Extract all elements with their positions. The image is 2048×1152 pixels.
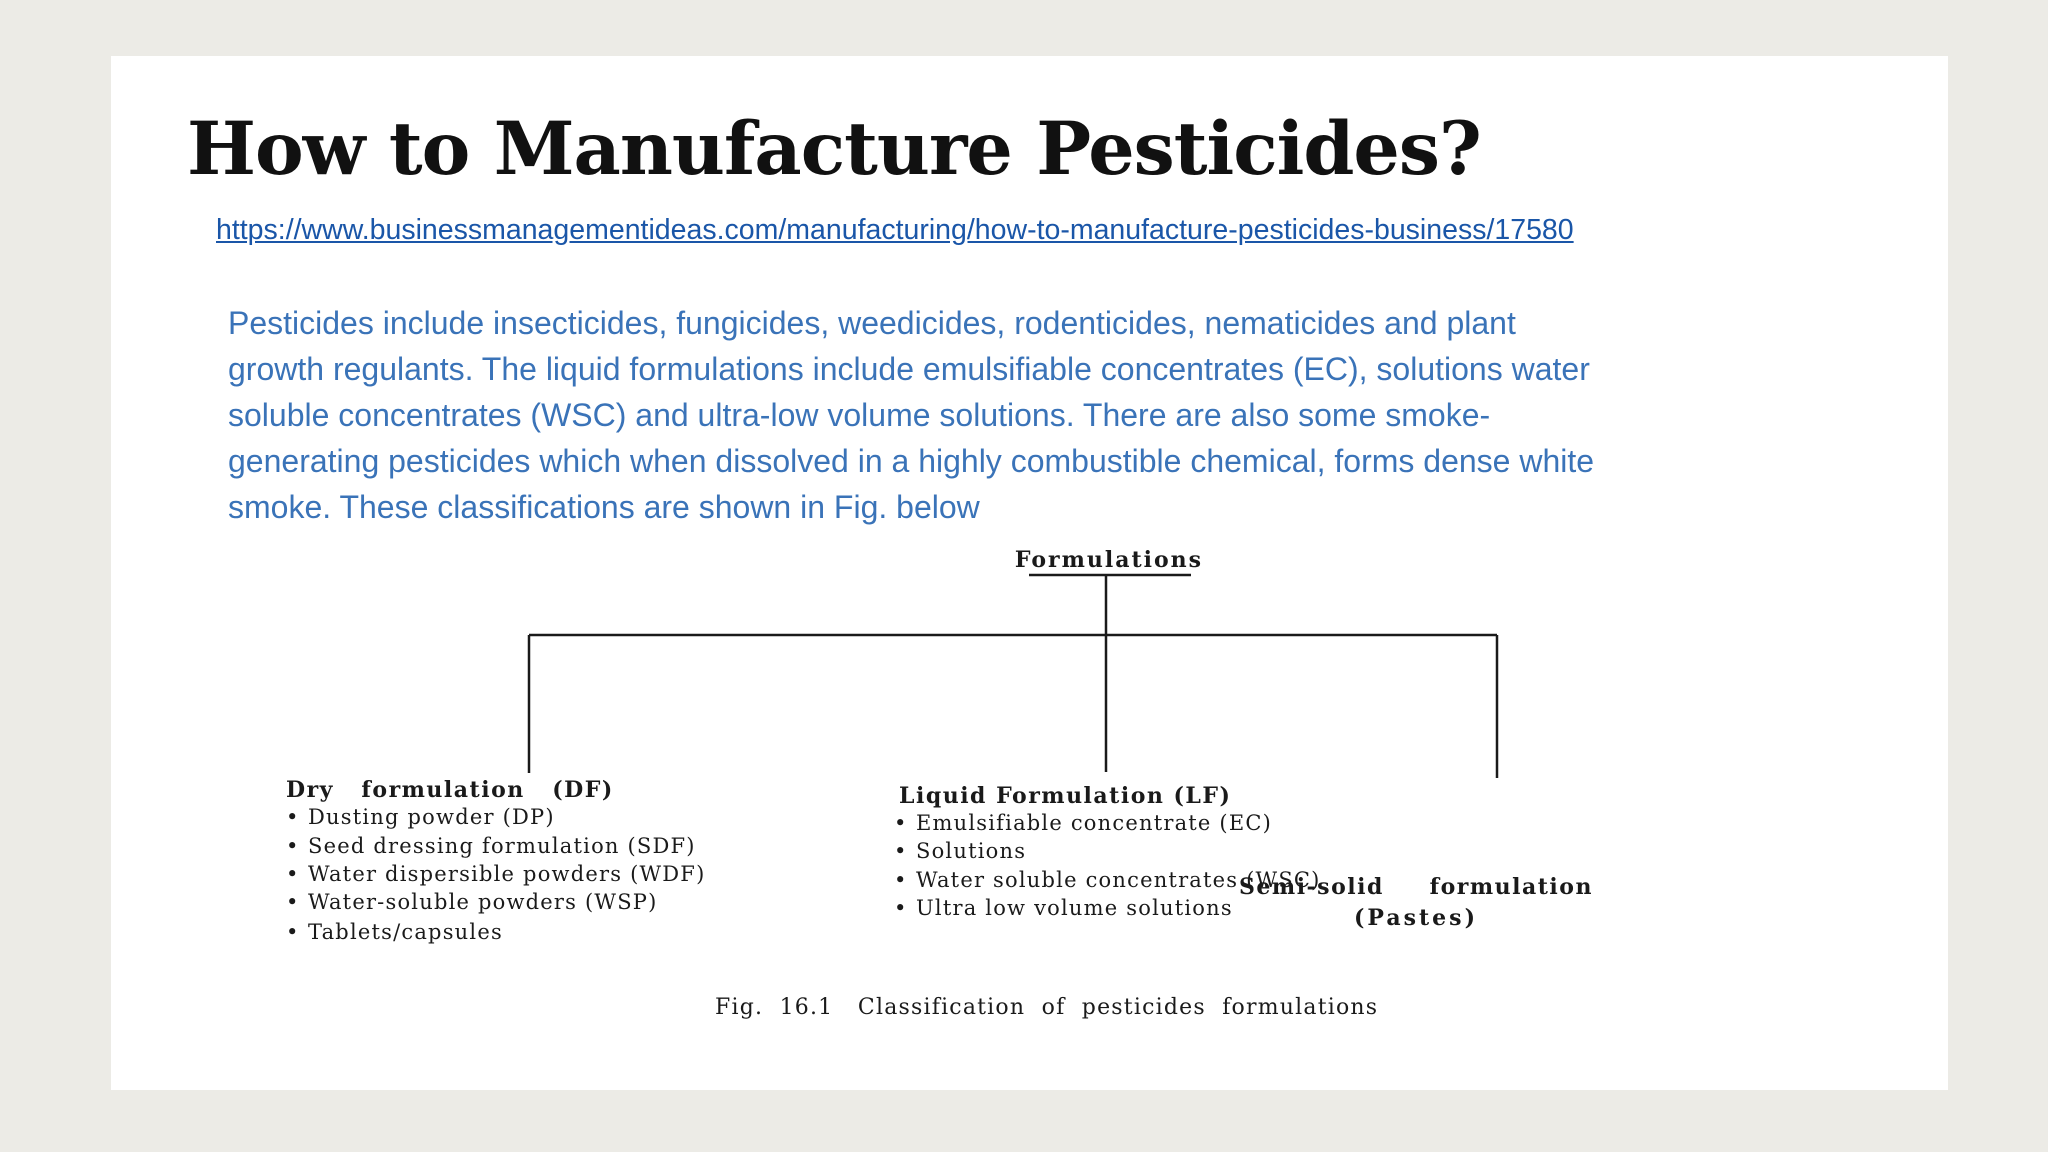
branch-title-liquid: Liquid Formulation (LF) — [899, 783, 1232, 809]
list-item: Dusting powder (DP) — [308, 805, 555, 829]
diagram-root-label: Formulations — [1014, 547, 1204, 573]
list-bullet: • — [286, 920, 300, 944]
slide — [111, 56, 1948, 1090]
list-item: Ultra low volume solutions — [916, 896, 1233, 920]
list-bullet: • — [286, 890, 300, 914]
liquid-items — [894, 811, 1321, 920]
list-item: Tablets/capsules — [308, 920, 503, 944]
list-bullet: • — [286, 805, 300, 829]
list-bullet: • — [894, 811, 908, 835]
list-item: Seed dressing formulation (SDF) — [308, 834, 696, 858]
branch-title-semisolid: Semi-solid formulation — [1239, 874, 1593, 900]
list-item: Solutions — [916, 839, 1027, 863]
intro-line: soluble concentrates (WSC) and ultra-low volume solutions. There are also some smoke- — [228, 397, 1491, 433]
branch-subtitle-semisolid: (Pastes) — [1354, 905, 1478, 931]
intro-line: generating pesticides which when dissolved in a highly combustible chemical, forms dense white — [228, 443, 1595, 479]
list-item: Water soluble concentrates (WSC) — [916, 868, 1321, 892]
list-item: Emulsifiable concentrate (EC) — [916, 811, 1273, 835]
dry-items — [286, 805, 705, 944]
list-bullet: • — [286, 862, 300, 886]
branch-title-dry: Dry formulation (DF) — [286, 777, 614, 803]
list-bullet: • — [894, 896, 908, 920]
intro-line: smoke. These classifications are shown in Fig. below — [228, 489, 980, 525]
list-item: Water dispersible powders (WDF) — [308, 862, 706, 886]
slide-title: How to Manufacture Pesticides? — [187, 106, 1481, 192]
figure-caption: Fig. 16.1 Classification of pesticides formulations — [715, 995, 1379, 1020]
list-bullet: • — [894, 839, 908, 863]
source-link[interactable]: https://www.businessmanagementideas.com/manufacturing/how-to-manufacture-pesticides-business/17580 — [216, 214, 1574, 246]
list-bullet: • — [894, 868, 908, 892]
intro-line: Pesticides include insecticides, fungicides, weedicides, rodenticides, nematicides and plant — [228, 305, 1516, 341]
list-item: Water-soluble powders (WSP) — [308, 890, 658, 914]
list-bullet: • — [286, 834, 300, 858]
classification-diagram — [111, 56, 1948, 1090]
intro-line: growth regulants. The liquid formulations include emulsifiable concentrates (EC), solutions water — [228, 351, 1590, 387]
